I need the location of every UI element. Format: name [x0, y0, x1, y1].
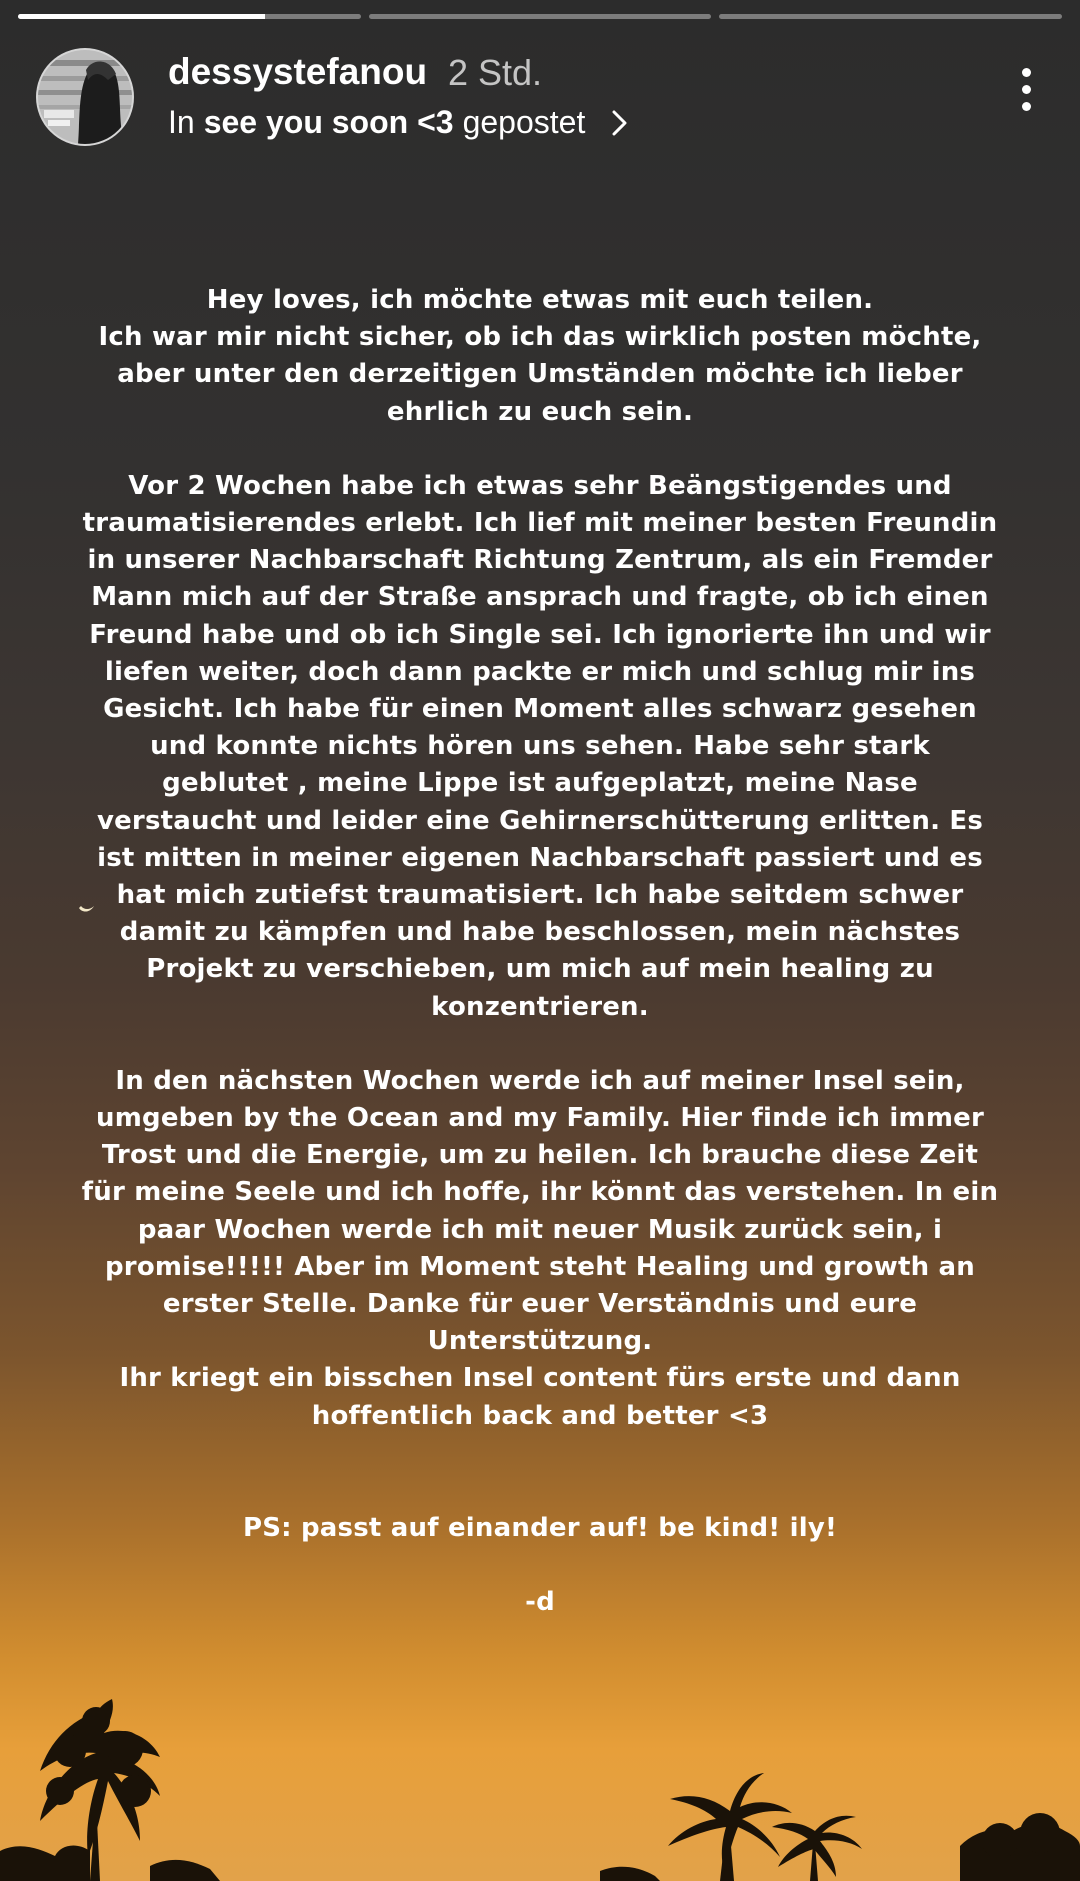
signature: -d [525, 1587, 555, 1618]
highlight-name: see you soon <3 [203, 104, 454, 140]
paragraph-incident: Vor 2 Wochen habe ich etwas sehr Beängstigendes und traumatisierendes erlebt. Ich lief mit meiner besten Freundin in unserer Nachbarschaft Richtung Zentrum, als ein Fremder Mann mich auf der Straße ansprach und fragte, ob ich einen Freund habe und ob ich Single sei. Ich ignorierte ihn und wir liefen weiter, doch dann packte er mich und schlug mir ins Gesicht. Ich habe für einen Moment alles schwarz gesehen und konnte nichts hören uns sehen. Habe sehr stark geblutet , meine Lippe ist aufgeplatzt, meine Nase verstaucht und leider eine Gehirnerschütterung erlitten. Es ist mitten in meiner eigenen Nachbarschaft passiert und es hat mich zutiefst traumatisiert. Ich habe seitdem schwer damit zu kämpfen und habe beschlossen, mein nächstes Projekt zu verschieben, um mich auf mein healing zu konzentrieren. [82, 470, 998, 1022]
progress-segment [18, 14, 361, 19]
palm-silhouette [0, 1681, 1080, 1881]
moon-icon [76, 898, 98, 916]
avatar[interactable] [36, 48, 134, 146]
story-text [70, 282, 1010, 1621]
username[interactable]: dessystefanou [168, 51, 428, 92]
paragraph-plans: In den nächsten Wochen werde ich auf meiner Insel sein, umgeben by the Ocean and my Family. Hier finde ich immer Trost und die Energie, um zu heilen. Ich brauche diese Zeit für meine Seele und ich hoffe, ihr könnt das verstehen. In ein paar Wochen werde ich mit neuer Musik zurück sein, i promise!!!!! Aber im Moment steht Healing und growth an erster Stelle. Danke für euer Verständnis und eure Unterstützung. Ihr kriegt ein bisschen Insel content fürs erste und dann hoffentlich back and better <3 [81, 1065, 999, 1431]
posted-in-highlight[interactable] [168, 104, 635, 141]
avatar-image [38, 50, 132, 144]
post-time: 2 Std. [448, 52, 543, 93]
posted-suffix: gepostet [462, 104, 586, 140]
story-header [36, 46, 1046, 146]
more-vertical-icon[interactable] [1006, 68, 1046, 124]
progress-fill [18, 14, 265, 19]
progress-segment [719, 14, 1062, 19]
progress-segment [369, 14, 712, 19]
posted-prefix: In [168, 104, 195, 140]
paragraph-intro: Hey loves, ich möchte etwas mit euch teilen. Ich war mir nicht sicher, ob ich das wirklich posten möchte, aber unter den derzeitigen Umständen möchte ich lieber ehrlich zu euch sein. [98, 285, 982, 427]
story-progress [18, 14, 1062, 20]
postscript: PS: passt auf einander auf! be kind! ily! [242, 1512, 838, 1543]
chevron-right-icon [605, 108, 635, 138]
